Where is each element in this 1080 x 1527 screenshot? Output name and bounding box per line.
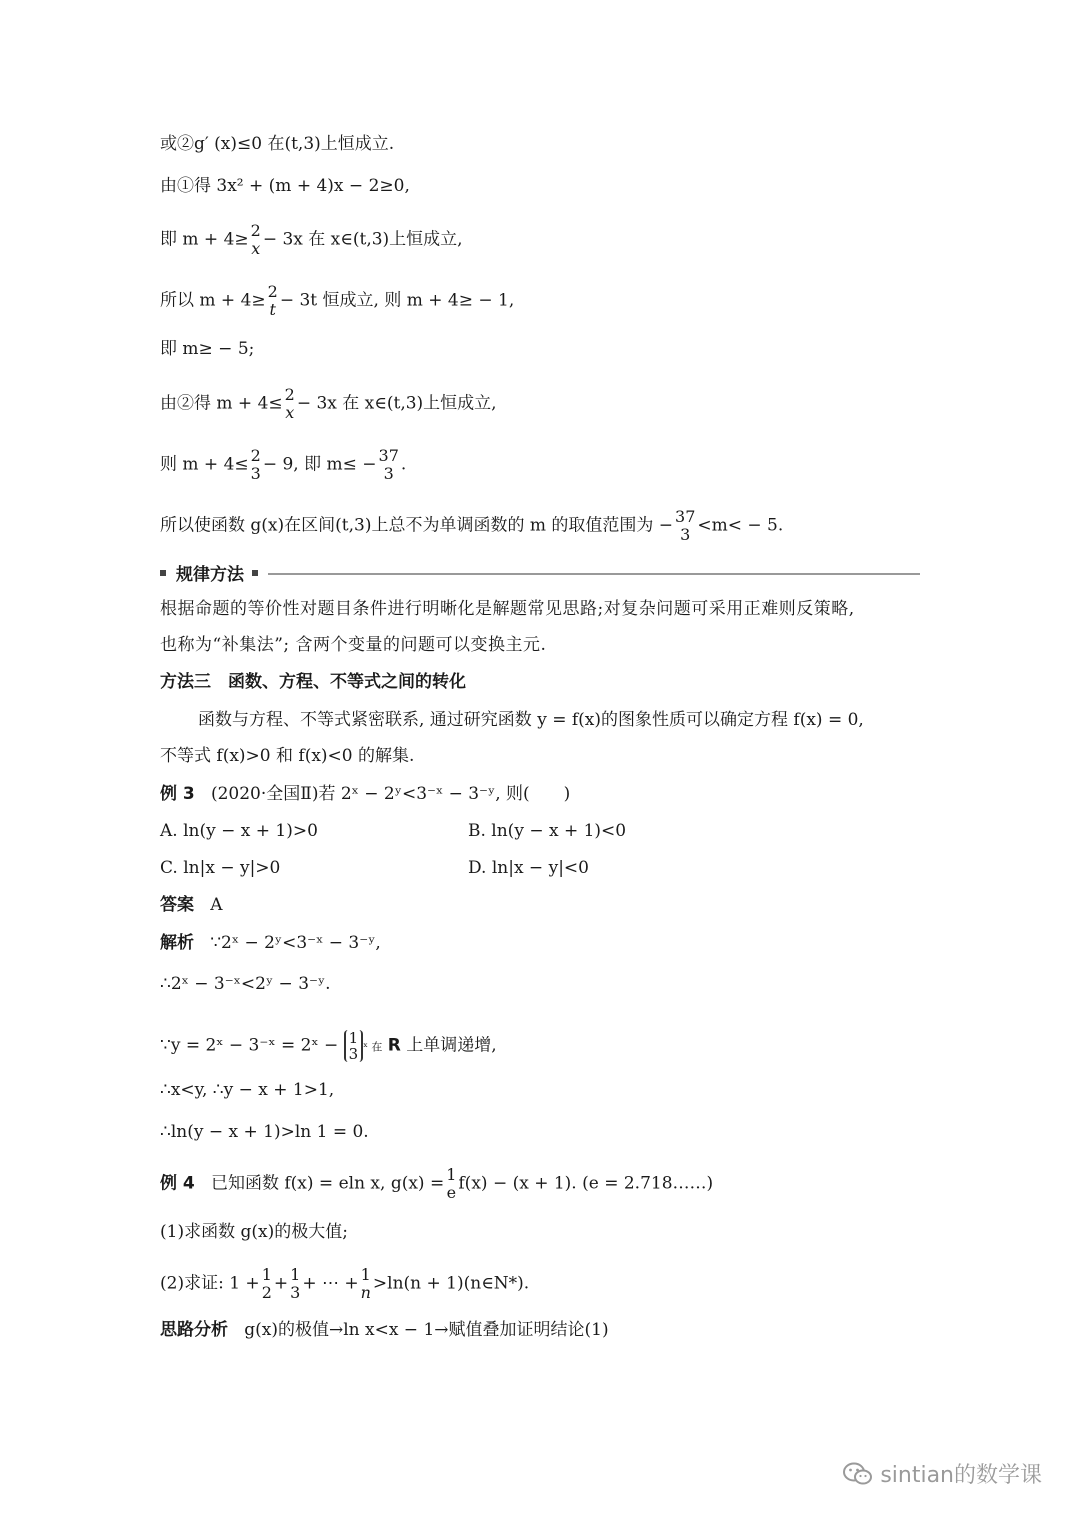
answer-label: 答案	[160, 895, 194, 915]
example-label: 例 4	[160, 1173, 195, 1194]
fraction-paren: 1 3	[344, 1030, 364, 1062]
text-line: ∵y = 2ˣ − 3⁻ˣ = 2ˣ − 1 3 ˣ 在 R 上单调递增,	[160, 1029, 497, 1063]
section-title: 规律方法	[176, 565, 244, 585]
text-line: 函数与方程、不等式紧密联系, 通过研究函数 y = f(x)的图象性质可以确定方程 f(x) = 0,	[198, 710, 864, 730]
example-line: 例 3 (2020·全国Ⅱ)若 2ˣ − 2ʸ<3⁻ˣ − 3⁻ʸ, 则( )	[160, 784, 571, 804]
analysis-line: 思路分析 g(x)的极值→ln x<x − 1→赋值叠加证明结论(1)	[160, 1320, 609, 1340]
watermark-text: sintian的数学课	[880, 1463, 1042, 1488]
text-line: 所以 m + 4≥ 2 t − 3t 恒成立, 则 m + 4≥ − 1,	[160, 282, 515, 319]
text-line: 或②g′ (x)≤0 在(t,3)上恒成立.	[160, 134, 395, 154]
section-header-rule-method	[160, 560, 920, 588]
section-heading: 方法三 函数、方程、不等式之间的转化	[160, 672, 466, 692]
text-line: ∴ln(y − x + 1)>ln 1 = 0.	[160, 1122, 369, 1142]
text-line: ∴x<y, ∴y − x + 1>1,	[160, 1080, 335, 1100]
solution-label: 解析	[160, 933, 194, 953]
fraction: 1 2	[261, 1265, 272, 1302]
option-d: D. ln|x − y|<0	[468, 858, 589, 878]
text-line: ∴2ˣ − 3⁻ˣ<2ʸ − 3⁻ʸ.	[160, 974, 331, 994]
watermark	[842, 1458, 1042, 1489]
example-label: 例 3	[160, 784, 195, 804]
text-line: (1)求函数 g(x)的极大值;	[160, 1222, 348, 1242]
text-line: 即 m≥ − 5;	[160, 339, 255, 359]
solution-line: 解析 ∵2ˣ − 2ʸ<3⁻ˣ − 3⁻ʸ,	[160, 933, 381, 953]
fraction: 37 3	[675, 507, 696, 544]
answer-line: 答案 A	[160, 895, 223, 915]
fraction: 2 3	[250, 446, 261, 483]
fraction: 1 3	[290, 1265, 301, 1302]
fraction: 1 n	[360, 1265, 371, 1302]
analysis-label: 思路分析	[160, 1320, 228, 1340]
text-line: 由②得 m + 4≤ 2 x − 3x 在 x∈(t,3)上恒成立,	[160, 385, 497, 422]
square-bullet-icon	[252, 570, 258, 576]
text-line: (2)求证: 1 + 1 2 + 1 3 + ⋯ + 1 n >ln(n + 1)(n∈N*).	[160, 1265, 530, 1302]
fraction: 2 x	[250, 221, 261, 258]
fraction: 2 x	[284, 385, 295, 422]
wechat-icon	[842, 1461, 874, 1487]
divider	[268, 573, 920, 575]
fraction: 37 3	[378, 446, 399, 483]
fraction: 1 e	[446, 1165, 457, 1202]
text-line: 不等式 f(x)>0 和 f(x)<0 的解集.	[160, 746, 415, 766]
fraction: 2 t	[267, 282, 278, 319]
text-line: 所以使函数 g(x)在区间(t,3)上总不为单调函数的 m 的取值范围为 − 37 3 <m< − 5.	[160, 507, 784, 544]
text-line: 则 m + 4≤ 2 3 − 9, 即 m≤ − 37 3 .	[160, 446, 407, 483]
square-bullet-icon	[160, 570, 166, 576]
option-c: C. ln|x − y|>0	[160, 858, 281, 878]
option-b: B. ln(y − x + 1)<0	[468, 821, 627, 841]
text-line: 也称为“补集法”; 含两个变量的问题可以变换主元.	[160, 635, 547, 655]
text-line: 根据命题的等价性对题目条件进行明晰化是解题常见思路;对复杂问题可采用正难则反策略,	[160, 599, 855, 619]
text-line: 由①得 3x² + (m + 4)x − 2≥0,	[160, 176, 410, 196]
option-a: A. ln(y − x + 1)>0	[160, 821, 318, 841]
example-line: 例 4 已知函数 f(x) = eln x, g(x) = 1 e f(x) − (x + 1). (e = 2.718……)	[160, 1165, 714, 1202]
text-line: 即 m + 4≥ 2 x − 3x 在 x∈(t,3)上恒成立,	[160, 221, 463, 258]
